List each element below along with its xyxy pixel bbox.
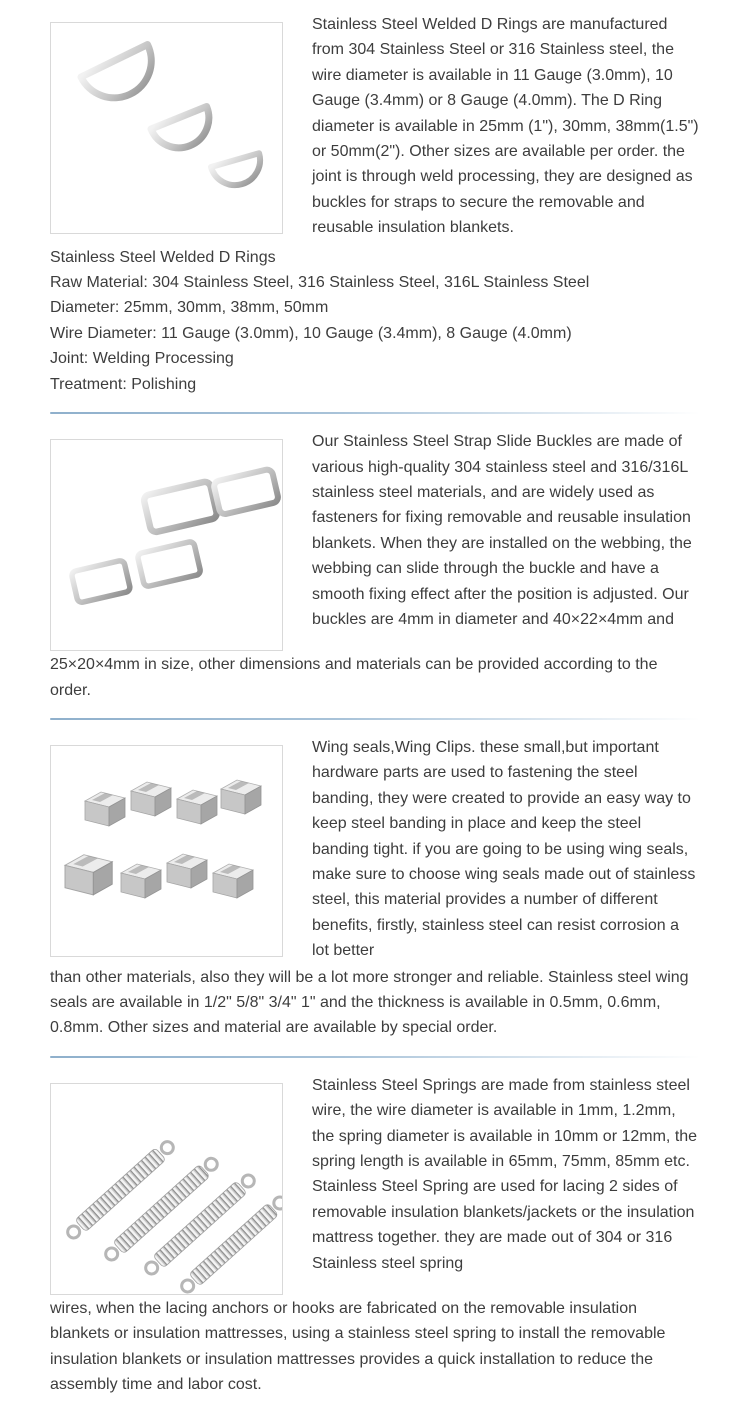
spec-wire-diameter: Wire Diameter: 11 Gauge (3.0mm), 10 Gauge (3.4mm), 8 Gauge (4.0mm) bbox=[50, 324, 572, 342]
spec-diameter: Diameter: 25mm, 30mm, 38mm, 50mm bbox=[50, 299, 329, 317]
section-divider bbox=[50, 1056, 700, 1058]
section-d-rings bbox=[50, 12, 700, 397]
wing-seals-side-text bbox=[312, 735, 700, 964]
spec-title: Stainless Steel Welded D Rings bbox=[50, 248, 276, 266]
slide-buckles-side-text bbox=[312, 429, 700, 632]
slide-buckles-row bbox=[50, 429, 700, 651]
d-rings-spec-list bbox=[50, 245, 700, 397]
springs-description-1: Stainless Steel Springs are made from stainless steel wire, the wire diameter is available in 1mm, 1.2mm, the spring diameter is available in 10mm or 12mm, the spring length is available in 65mm, 75mm, 85mm etc. bbox=[312, 1076, 698, 1170]
springs-description-2: Stainless Steel Spring are used for lacing 2 sides of removable insulation blankets/jackets or the insulation mattress together. they are made out of 304 or 316 Stainless steel spring bbox=[312, 1178, 695, 1272]
slide-buckles-photo-icon bbox=[51, 440, 282, 650]
wing-seals-continuation-wrap bbox=[50, 965, 700, 1041]
wing-seals-description: Wing seals,Wing Clips. these small,but important hardware parts are used to fastening the steel banding, they were created to provide an easy way to keep steel banding in place and keep the steel banding tight. if you are going to be using wing seals, make sure to choose wing seals made out of stainless steel, this material provides a number of different benefits, firstly, stainless steel can resist corrosion a lot better bbox=[312, 738, 696, 960]
wing-seals-photo-icon bbox=[51, 746, 282, 956]
springs-continuation: wires, when the lacing anchors or hooks are fabricated on the removable insulation blankets or insulation mattresses, using a stainless steel spring to install the removable insulation blankets or insulation mattresses provides a quick installation to reduce the assembly time and labor cost. bbox=[50, 1299, 666, 1393]
springs-side-text bbox=[312, 1073, 700, 1276]
section-wing-seals bbox=[50, 735, 700, 1041]
springs-row bbox=[50, 1073, 700, 1295]
d-rings-description: Stainless Steel Welded D Rings are manufactured from 304 Stainless Steel or 316 Stainless steel, the wire diameter is available in 11 Gauge (3.0mm), 10 Gauge (3.4mm) or 8 Gauge (4.0mm). The D Ring diameter is available in 25mm (1"), 30mm, 38mm(1.5") or 50mm(2"). Other sizes are available per order. the joint is through weld processing, they are designed as buckles for straps to secure the removable and reusable insulation blankets. bbox=[312, 16, 699, 237]
wing-seals-row bbox=[50, 735, 700, 964]
d-rings-row bbox=[50, 12, 700, 241]
spec-treatment: Treatment: Polishing bbox=[50, 375, 197, 393]
springs-photo-icon bbox=[51, 1084, 282, 1294]
d-rings-photo-icon bbox=[51, 23, 282, 233]
wing-seals-product-image bbox=[50, 745, 283, 957]
springs-product-image bbox=[50, 1083, 283, 1295]
spec-joint: Joint: Welding Processing bbox=[50, 350, 234, 368]
section-springs bbox=[50, 1073, 700, 1398]
slide-buckles-continuation-wrap bbox=[50, 652, 700, 703]
wing-seals-continuation: than other materials, also they will be a lot more stronger and reliable. Stainless steel wing seals are available in 1/2" 5/8" 3/4" 1" and the thickness is available in 0.5mm, 0.6mm, 0.8mm. Other sizes and material are available by special order. bbox=[50, 968, 689, 1037]
section-divider bbox=[50, 412, 700, 414]
section-divider bbox=[50, 718, 700, 720]
section-slide-buckles bbox=[50, 429, 700, 703]
springs-continuation-wrap bbox=[50, 1296, 700, 1398]
slide-buckles-product-image bbox=[50, 439, 283, 651]
d-rings-side-text bbox=[312, 12, 700, 241]
spec-raw-material: Raw Material: 304 Stainless Steel, 316 Stainless Steel, 316L Stainless Steel bbox=[50, 274, 590, 292]
d-rings-product-image bbox=[50, 22, 283, 234]
slide-buckles-continuation: 25×20×4mm in size, other dimensions and materials can be provided according to the order. bbox=[50, 656, 658, 699]
slide-buckles-description: Our Stainless Steel Strap Slide Buckles are made of various high-quality 304 stainless steel and 316/316L stainless steel materials, and are widely used as fasteners for fixing removable and reusable insulation blankets. When they are installed on the webbing, the webbing can slide through the buckle and have a smooth fixing effect after the position is adjusted. Our buckles are 4mm in diameter and 40×22×4mm and bbox=[312, 433, 692, 628]
